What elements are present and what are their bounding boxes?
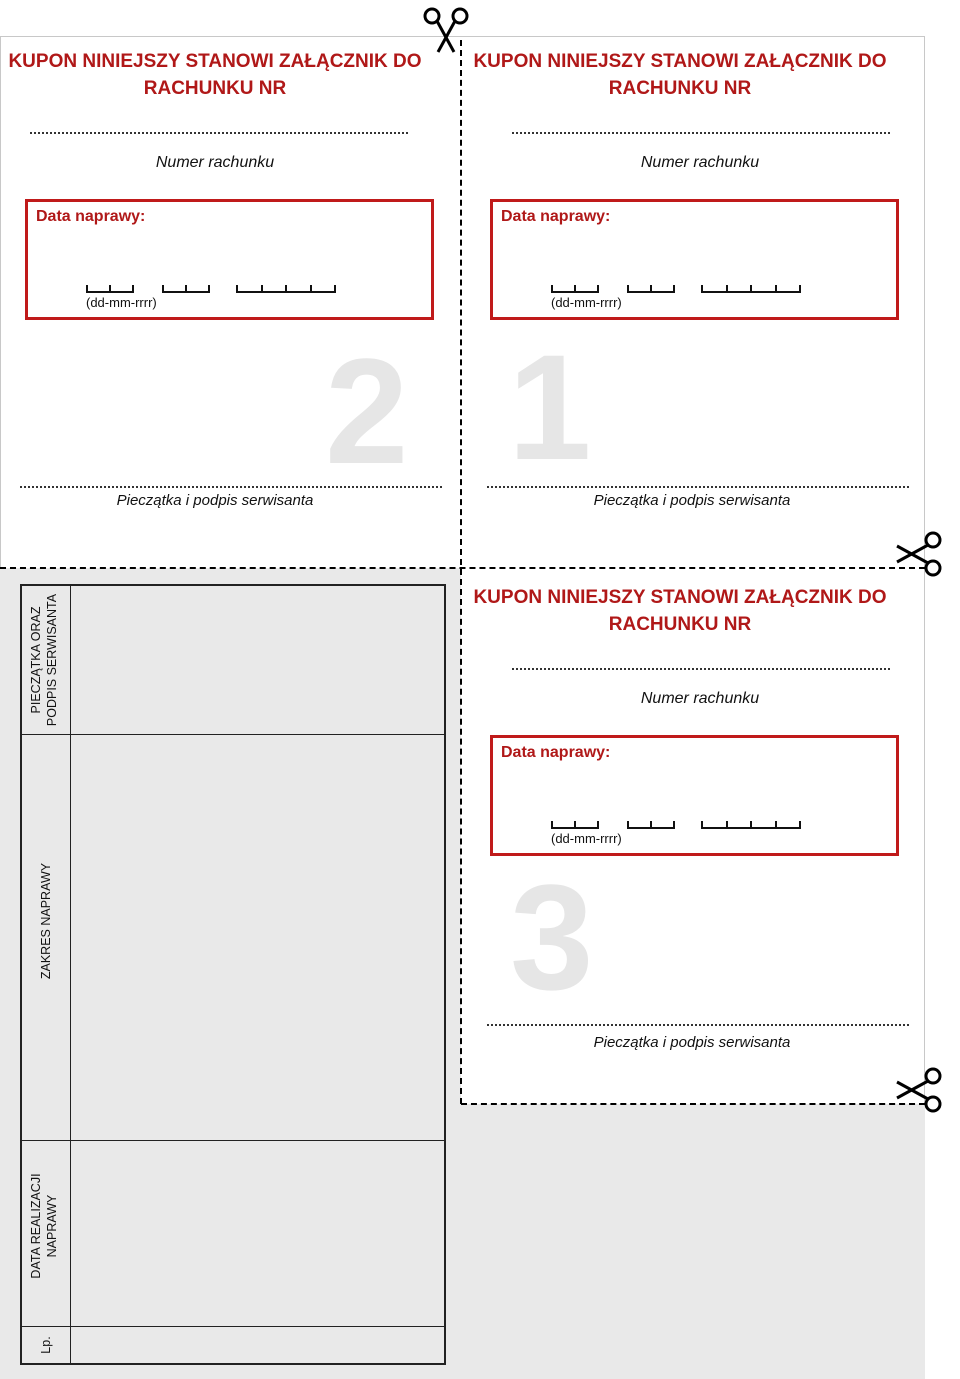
repair-date-label: Data naprawy: (501, 744, 611, 761)
coupon-title: KUPON NINIEJSZY STANOWI ZAŁĄCZNIK DO RACHUNKU NR (8, 51, 422, 99)
date-day-field[interactable] (551, 821, 599, 829)
log-header-divider (70, 586, 71, 1363)
date-day-field[interactable] (551, 285, 599, 293)
bottom-panel-background (461, 1104, 925, 1379)
date-month-field[interactable] (162, 285, 210, 293)
scissors-icon (895, 1064, 947, 1116)
repair-log-table (20, 584, 446, 1365)
invoice-number-line[interactable] (512, 668, 890, 670)
cut-line-horizontal-bottom (461, 1103, 925, 1105)
signature-label: Pieczątka i podpis serwisanta (593, 492, 791, 509)
log-header-scope: ZAKRES NAPRAWY (39, 862, 53, 980)
coupon-title: KUPON NINIEJSZY STANOWI ZAŁĄCZNIK DO RACHUNKU NR (473, 587, 887, 635)
date-month-field[interactable] (627, 821, 675, 829)
date-format-hint: (dd-mm-rrrr) (551, 295, 622, 310)
scissors-icon (895, 528, 947, 580)
signature-label: Pieczątka i podpis serwisanta (593, 1034, 791, 1051)
coupon-2 (0, 36, 430, 546)
signature-label: Pieczątka i podpis serwisanta (116, 492, 314, 509)
coupon-number: 2 (325, 327, 409, 495)
date-format-hint: (dd-mm-rrrr) (86, 295, 157, 310)
signature-line[interactable] (487, 1024, 909, 1026)
cut-line-vertical (460, 40, 462, 1104)
invoice-number-line[interactable] (512, 132, 890, 134)
log-row-divider (22, 734, 444, 735)
date-day-field[interactable] (86, 285, 134, 293)
log-header-lp: Lp. (39, 1336, 53, 1354)
date-year-field[interactable] (701, 285, 801, 293)
coupon-number: 3 (510, 853, 594, 1021)
coupon-1 (465, 36, 895, 546)
repair-date-box (25, 199, 434, 320)
invoice-number-line[interactable] (30, 132, 408, 134)
signature-line[interactable] (20, 486, 442, 488)
coupon-title: KUPON NINIEJSZY STANOWI ZAŁĄCZNIK DO RACHUNKU NR (473, 51, 887, 99)
repair-date-box (490, 199, 899, 320)
coupon-3 (465, 572, 895, 1082)
invoice-number-label: Numer rachunku (640, 690, 760, 707)
date-year-field[interactable] (236, 285, 336, 293)
date-format-hint: (dd-mm-rrrr) (551, 831, 622, 846)
date-year-field[interactable] (701, 821, 801, 829)
invoice-number-label: Numer rachunku (640, 154, 760, 171)
scissors-icon (420, 2, 472, 54)
repair-date-label: Data naprawy: (501, 208, 611, 225)
repair-date-label: Data naprawy: (36, 208, 146, 225)
date-month-field[interactable] (627, 285, 675, 293)
invoice-number-label: Numer rachunku (155, 154, 275, 171)
log-header-stamp: PIECZĄTKA ORAZ PODPIS SERWISANTA (29, 593, 59, 727)
log-row-divider (22, 1140, 444, 1141)
repair-date-box (490, 735, 899, 856)
log-header-date: DATA REALIZACJI NAPRAWY (29, 1173, 59, 1279)
log-row-divider (22, 1326, 444, 1327)
signature-line[interactable] (487, 486, 909, 488)
cut-line-horizontal (0, 567, 925, 569)
coupon-number: 1 (508, 323, 592, 491)
